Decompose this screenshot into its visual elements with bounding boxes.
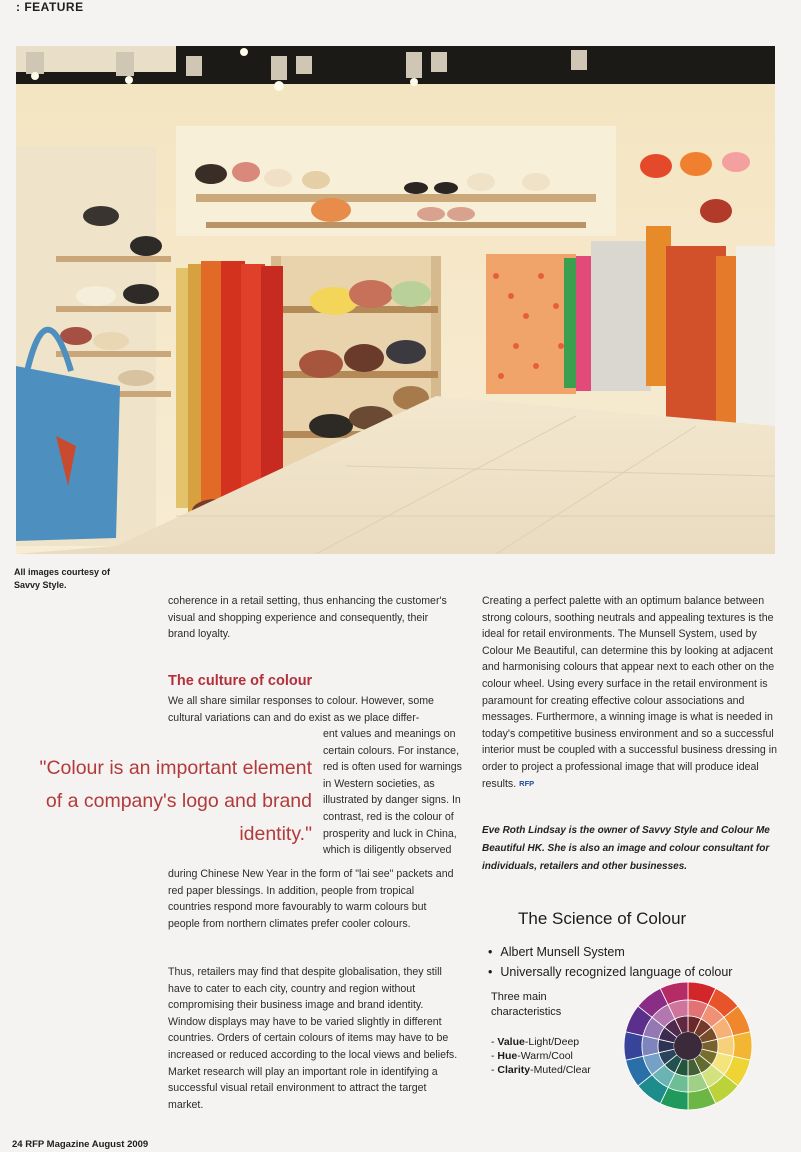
paragraph-culture-wrap: ent values and meanings on certain colours. For instance, red is often used for warnings in Western societies, as illustrated by danger signs. In contrast, red is the colour of prosperity and luck in China, which is diligently observed — [323, 728, 462, 857]
science-bullets — [488, 942, 732, 982]
characteristic-item: - Value-Light/Deep — [491, 1036, 580, 1048]
bullet-item: • Albert Munsell System — [488, 942, 732, 962]
paragraph-culture-lead: We all share similar responses to colour. However, some cultural variations can and do exist as we place differ- — [168, 695, 434, 724]
characteristics-list — [491, 1035, 591, 1077]
three-main-label: Three main characteristics — [491, 991, 562, 1018]
colour-wheel-hub — [674, 1032, 702, 1060]
characteristic-item: - Clarity-Muted/Clear — [491, 1064, 591, 1076]
page-footer: 24 RFP Magazine August 2009 — [12, 1139, 149, 1150]
pull-quote: "Colour is an important element of a company's logo and brand identity." — [39, 757, 312, 845]
store-photo — [16, 46, 775, 554]
paragraph-palette-text: Creating a perfect palette with an optimum balance between strong colours, soothing neutrals and appealing textures is the ideal for retail environments. The Munsell System, used by Colour Me Beautiful, can determine this by looking at adjacent and harmonising colours that appear next to each other on the colour wheel. Using every surface in the retail environment is paramount for creating effective colour associations and messages. Furthermore, a winning image is what is needed in today's competitive business environment and so a successful interior must be coupled with a successful business dressing in order to project a professional image that will produce ideal results. — [482, 595, 778, 790]
colour-wheel-icon — [614, 980, 762, 1112]
science-of-colour-box — [484, 900, 774, 1120]
section-tag: : FEATURE — [16, 0, 84, 14]
section-heading: The culture of colour — [168, 673, 313, 689]
paragraph-palette — [482, 593, 778, 792]
science-title: The Science of Colour — [518, 909, 687, 928]
rfp-end-mark: RFP — [519, 778, 535, 788]
paragraph-coherence: coherence in a retail setting, thus enhancing the customer's visual and shopping experience and consequently, their brand loyalty. — [168, 595, 447, 641]
colour-wheel-segment — [733, 1032, 752, 1060]
bullet-item: • Universally recognized language of colour — [488, 962, 732, 982]
photo-caption: All images courtesy of Savvy Style. — [14, 567, 111, 590]
paragraph-globalisation: Thus, retailers may find that despite globalisation, they still have to cater to each city, country and region without compromising their business image and brand identity. Window displays may have to be varied slightly in different countries. Orders of certain colours of items may have to be increased or reduced according to the local views and beliefs. Market research will play an important role in identifying a successful visual retail environment to attract the target market. — [168, 966, 458, 1111]
characteristic-item: - Hue-Warm/Cool — [491, 1050, 573, 1062]
colour-wheel-segment — [624, 1032, 643, 1060]
author-bio: Eve Roth Lindsay is the owner of Savvy Style and Colour Me Beautiful HK. She is also an image and colour consultant for individuals, retailers and other businesses. — [482, 825, 770, 872]
paragraph-culture-tail: during Chinese New Year in the form of "lai see" packets and red paper blessings. In addition, people from tropical countries respond more favourably to warm colours but people from northern climates prefer cooler colours. — [168, 868, 454, 930]
